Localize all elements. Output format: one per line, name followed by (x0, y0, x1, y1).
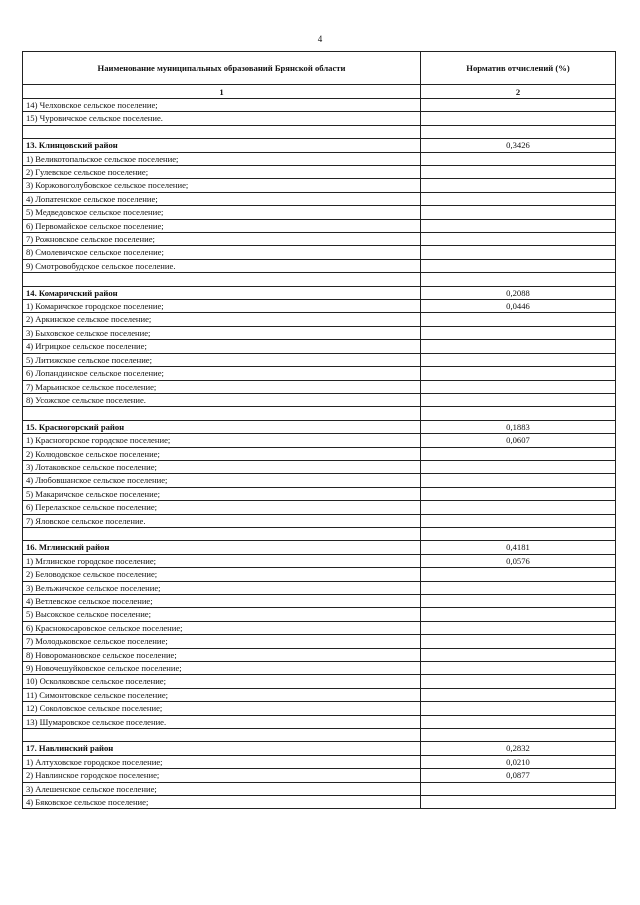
table-body (23, 99, 616, 809)
settlement-name: 3) Лотаковское сельское поселение; (23, 460, 421, 473)
table-row (23, 460, 616, 473)
table-row (23, 219, 616, 232)
table-row (23, 380, 616, 393)
norm-value: 0,0210 (421, 755, 616, 768)
norm-value (421, 635, 616, 648)
district-name: 17. Навлинский район (23, 742, 421, 755)
column-number-row (23, 85, 616, 99)
table-row (23, 353, 616, 366)
table-row (23, 662, 616, 675)
norm-value (421, 447, 616, 460)
table-row (23, 796, 616, 809)
table-row (23, 688, 616, 701)
table-row (23, 568, 616, 581)
norm-value (421, 621, 616, 634)
settlement-name: 3) Быховское сельское поселение; (23, 326, 421, 339)
table-row (23, 434, 616, 447)
table-row (23, 487, 616, 500)
district-row (23, 742, 616, 755)
table-row (23, 246, 616, 259)
district-row (23, 420, 616, 433)
norm-value (421, 407, 616, 420)
norm-value (421, 514, 616, 527)
table-row (23, 192, 616, 205)
norm-value (421, 179, 616, 192)
district-row (23, 541, 616, 554)
table-row (23, 621, 616, 634)
norm-value (421, 246, 616, 259)
settlement-name: 5) Медведовское сельское поселение; (23, 206, 421, 219)
table-row (23, 702, 616, 715)
table-row (23, 233, 616, 246)
settlement-name: 4) Лопатенское сельское поселение; (23, 192, 421, 205)
settlement-name: 2) Беловодское сельское поселение; (23, 568, 421, 581)
settlement-name: 8) Усожское сельское поселение. (23, 393, 421, 406)
norm-value: 0,3426 (421, 139, 616, 152)
table-row (23, 581, 616, 594)
settlement-name: 1) Комаричское городское поселение; (23, 300, 421, 313)
settlement-name: 4) Любовшанское сельское поселение; (23, 474, 421, 487)
settlement-name: 12) Соколовское сельское поселение; (23, 702, 421, 715)
table-row (23, 179, 616, 192)
district-row (23, 286, 616, 299)
norm-value (421, 608, 616, 621)
district-row (23, 139, 616, 152)
settlement-name: 5) Макаричское сельское поселение; (23, 487, 421, 500)
settlement-name: 15) Чуровичское сельское поселение. (23, 112, 421, 125)
settlement-name: 5) Литижское сельское поселение; (23, 353, 421, 366)
settlement-name: 3) Алешенское сельское поселение; (23, 782, 421, 795)
table-row (23, 675, 616, 688)
settlement-name: 5) Высокское сельское поселение; (23, 608, 421, 621)
norm-value (421, 206, 616, 219)
district-name: 15. Красногорский район (23, 420, 421, 433)
norm-value (421, 782, 616, 795)
settlement-name: 4) Бяковское сельское поселение; (23, 796, 421, 809)
page-number: 4 (317, 34, 323, 44)
settlement-name: 2) Колюдовское сельское поселение; (23, 447, 421, 460)
norm-value: 0,1883 (421, 420, 616, 433)
norm-value: 0,4181 (421, 541, 616, 554)
settlement-name: 3) Коржовоголубовское сельское поселение; (23, 179, 421, 192)
norm-value (421, 393, 616, 406)
settlement-name: 3) Велъжичское сельское поселение; (23, 581, 421, 594)
norm-value: 0,0446 (421, 300, 616, 313)
table-row (23, 99, 616, 112)
table-row (23, 715, 616, 728)
settlement-name (23, 273, 421, 286)
spacer-row (23, 527, 616, 540)
table-row (23, 447, 616, 460)
norm-value (421, 99, 616, 112)
norm-value (421, 715, 616, 728)
settlement-name: 6) Лопандинское сельское поселение; (23, 367, 421, 380)
table-row (23, 608, 616, 621)
header-municipality: Наименование муниципальных образований Брянской области (23, 52, 421, 85)
settlement-name: 8) Новоромановское сельское поселение; (23, 648, 421, 661)
settlement-name: 13) Шумаровское сельское поселение. (23, 715, 421, 728)
norm-value (421, 353, 616, 366)
norm-value (421, 326, 616, 339)
settlement-name: 9) Смотровобудское сельское поселение. (23, 259, 421, 272)
table-row (23, 782, 616, 795)
settlement-name: 1) Великотопальское сельское поселение; (23, 152, 421, 165)
settlement-name: 6) Первомайское сельское поселение; (23, 219, 421, 232)
settlement-name: 11) Симонтовское сельское поселение; (23, 688, 421, 701)
table-header-row (23, 52, 616, 85)
settlement-name: 6) Краснокосаровское сельское поселение; (23, 621, 421, 634)
settlement-name: 7) Молодьковское сельское поселение; (23, 635, 421, 648)
settlement-name: 7) Марьинское сельское поселение; (23, 380, 421, 393)
norm-value (421, 487, 616, 500)
norm-value (421, 259, 616, 272)
norm-value (421, 501, 616, 514)
table-row (23, 648, 616, 661)
table-row (23, 166, 616, 179)
spacer-row (23, 407, 616, 420)
settlement-name: 9) Новочешуйковское сельское поселение; (23, 662, 421, 675)
table-row (23, 340, 616, 353)
spacer-row (23, 273, 616, 286)
norm-value (421, 729, 616, 742)
table-row (23, 554, 616, 567)
norm-value (421, 313, 616, 326)
norm-value (421, 112, 616, 125)
norm-value (421, 152, 616, 165)
norm-value: 0,0576 (421, 554, 616, 567)
settlement-name (23, 527, 421, 540)
settlement-name: 4) Ветлевское сельское поселение; (23, 594, 421, 607)
table-row (23, 393, 616, 406)
settlement-name (23, 125, 421, 138)
norm-value (421, 233, 616, 246)
norm-value (421, 474, 616, 487)
norm-value: 0,2832 (421, 742, 616, 755)
norm-value (421, 125, 616, 138)
norm-value (421, 340, 616, 353)
table-row (23, 755, 616, 768)
settlement-name: 1) Мглинское городское поселение; (23, 554, 421, 567)
norm-value (421, 594, 616, 607)
table-row (23, 259, 616, 272)
district-name: 14. Комаричский район (23, 286, 421, 299)
norm-value (421, 702, 616, 715)
settlement-name: 2) Гулевское сельское поселение; (23, 166, 421, 179)
norm-value (421, 192, 616, 205)
settlement-name: 8) Смолевичское сельское поселение; (23, 246, 421, 259)
district-name: 13. Клинцовский район (23, 139, 421, 152)
norm-value (421, 273, 616, 286)
norm-value: 0,0877 (421, 769, 616, 782)
norm-value: 0,0607 (421, 434, 616, 447)
column-number-1: 1 (23, 85, 421, 99)
norms-table (22, 51, 616, 809)
spacer-row (23, 125, 616, 138)
table-row (23, 152, 616, 165)
norm-value (421, 166, 616, 179)
table-row (23, 367, 616, 380)
settlement-name: 2) Навлинское городское поселение; (23, 769, 421, 782)
table-row (23, 474, 616, 487)
settlement-name: 6) Перелазское сельское поселение; (23, 501, 421, 514)
settlement-name: 4) Игрицкое сельское поселение; (23, 340, 421, 353)
table-row (23, 769, 616, 782)
settlement-name (23, 407, 421, 420)
norm-value: 0,2088 (421, 286, 616, 299)
table-row (23, 206, 616, 219)
table-row (23, 501, 616, 514)
table-row (23, 635, 616, 648)
norm-value (421, 796, 616, 809)
norm-value (421, 527, 616, 540)
settlement-name: 2) Аркинское сельское поселение; (23, 313, 421, 326)
table-row (23, 326, 616, 339)
spacer-row (23, 729, 616, 742)
table-row (23, 300, 616, 313)
settlement-name: 10) Осколковское сельское поселение; (23, 675, 421, 688)
norm-value (421, 662, 616, 675)
norm-value (421, 648, 616, 661)
table-row (23, 313, 616, 326)
settlement-name: 14) Челховское сельское поселение; (23, 99, 421, 112)
norm-value (421, 460, 616, 473)
table-row (23, 112, 616, 125)
settlement-name: 7) Рожновское сельское поселение; (23, 233, 421, 246)
settlement-name: 1) Красногорское городское поселение; (23, 434, 421, 447)
settlement-name: 7) Яловское сельское поселение. (23, 514, 421, 527)
settlement-name: 1) Алтуховское городское поселение; (23, 755, 421, 768)
norm-value (421, 219, 616, 232)
column-number-2: 2 (421, 85, 616, 99)
table-row (23, 594, 616, 607)
norm-value (421, 380, 616, 393)
settlement-name (23, 729, 421, 742)
norm-value (421, 568, 616, 581)
norm-value (421, 581, 616, 594)
norm-value (421, 367, 616, 380)
header-norm: Норматив отчислений (%) (421, 52, 616, 85)
district-name: 16. Мглинский район (23, 541, 421, 554)
norm-value (421, 675, 616, 688)
norm-value (421, 688, 616, 701)
table-row (23, 514, 616, 527)
